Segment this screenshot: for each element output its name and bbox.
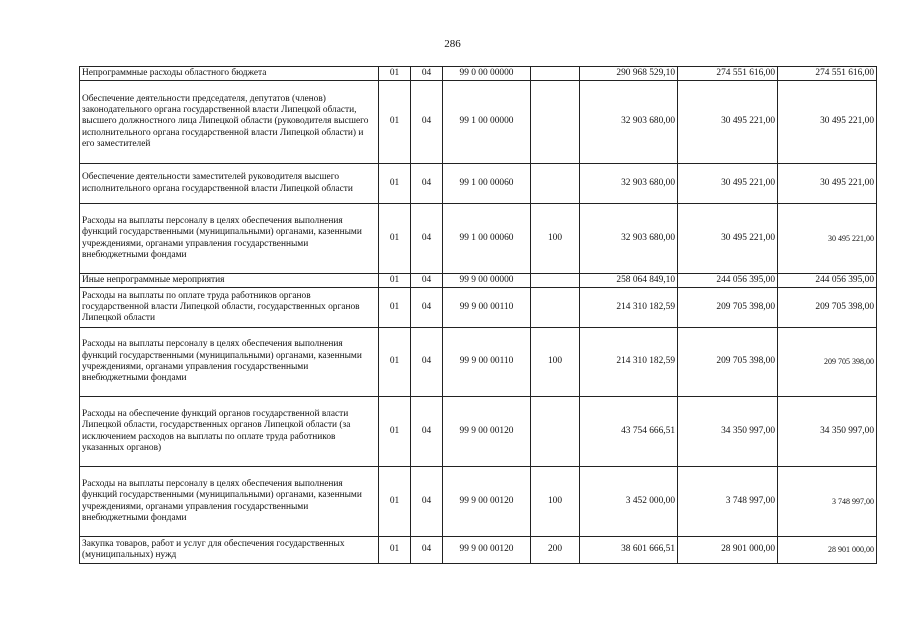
row-subsection: 04: [411, 274, 443, 288]
row-amount-3: 28 901 000,00: [778, 537, 877, 564]
row-subsection: 04: [411, 164, 443, 204]
row-subsection: 04: [411, 537, 443, 564]
row-amount-1: 214 310 182,59: [580, 328, 678, 397]
row-section: 01: [379, 467, 411, 537]
row-name: Закупка товаров, работ и услуг для обеспечения государственных (муниципальных) нужд: [80, 537, 379, 564]
row-amount-2: 244 056 395,00: [678, 274, 778, 288]
row-name: Расходы на обеспечение функций органов государственной власти Липецкой области, государственных органов Липецкой области (за исключением расходов на выплаты по оплате труда работников указанных органов): [80, 397, 379, 467]
row-section: 01: [379, 67, 411, 81]
row-amount-1: 290 968 529,10: [580, 67, 678, 81]
table-row: [80, 204, 877, 274]
row-expense-type: [531, 81, 580, 164]
row-name: Иные непрограммные мероприятия: [80, 274, 379, 288]
row-target-article: 99 9 00 00000: [443, 274, 531, 288]
row-amount-1: 214 310 182,59: [580, 288, 678, 328]
row-target-article: 99 9 00 00110: [443, 328, 531, 397]
row-expense-type: [531, 274, 580, 288]
row-amount-1: 32 903 680,00: [580, 81, 678, 164]
row-amount-3: 34 350 997,00: [778, 397, 877, 467]
row-section: 01: [379, 204, 411, 274]
table-row: [80, 328, 877, 397]
page-number: 286: [444, 38, 461, 50]
row-amount-2: 209 705 398,00: [678, 328, 778, 397]
row-amount-1: 38 601 666,51: [580, 537, 678, 564]
row-amount-1: 258 064 849,10: [580, 274, 678, 288]
row-subsection: 04: [411, 81, 443, 164]
row-subsection: 04: [411, 467, 443, 537]
row-amount-2: 30 495 221,00: [678, 204, 778, 274]
row-name: Обеспечение деятельности председателя, депутатов (членов) законодательного органа государственной власти Липецкой области, высшего должностного лица Липецкой области (руководителя высшего исполнительного органа государственной власти Липецкой области) и его заместителей: [80, 81, 379, 164]
row-amount-3: 30 495 221,00: [778, 164, 877, 204]
row-amount-2: 28 901 000,00: [678, 537, 778, 564]
row-expense-type: 100: [531, 328, 580, 397]
row-expense-type: [531, 288, 580, 328]
row-name: Расходы на выплаты персоналу в целях обеспечения выполнения функций государственными (муниципальными) органами, казенными учреждениями, органами управления государственными внебюджетными фондами: [80, 328, 379, 397]
row-target-article: 99 1 00 00060: [443, 164, 531, 204]
table-row: [80, 397, 877, 467]
table-row: [80, 274, 877, 288]
row-amount-3: 3 748 997,00: [778, 467, 877, 537]
row-amount-3: 209 705 398,00: [778, 288, 877, 328]
row-name: Обеспечение деятельности заместителей руководителя высшего исполнительного органа государственной власти Липецкой области: [80, 164, 379, 204]
row-section: 01: [379, 328, 411, 397]
row-subsection: 04: [411, 397, 443, 467]
row-amount-2: 30 495 221,00: [678, 164, 778, 204]
table-row: [80, 537, 877, 564]
row-section: 01: [379, 537, 411, 564]
row-name: Расходы на выплаты персоналу в целях обеспечения выполнения функций государственными (муниципальными) органами, казенными учреждениями, органами управления государственными внебюджетными фондами: [80, 204, 379, 274]
row-target-article: 99 9 00 00120: [443, 467, 531, 537]
row-subsection: 04: [411, 328, 443, 397]
row-expense-type: 100: [531, 467, 580, 537]
row-amount-3: 30 495 221,00: [778, 204, 877, 274]
row-amount-2: 34 350 997,00: [678, 397, 778, 467]
row-expense-type: [531, 67, 580, 81]
row-target-article: 99 9 00 00120: [443, 397, 531, 467]
row-target-article: 99 1 00 00000: [443, 81, 531, 164]
row-amount-3: 30 495 221,00: [778, 81, 877, 164]
row-amount-2: 30 495 221,00: [678, 81, 778, 164]
row-amount-1: 32 903 680,00: [580, 164, 678, 204]
row-amount-3: 244 056 395,00: [778, 274, 877, 288]
row-expense-type: [531, 164, 580, 204]
row-section: 01: [379, 81, 411, 164]
row-amount-3: 209 705 398,00: [778, 328, 877, 397]
table-row: [80, 67, 877, 81]
row-name: Расходы на выплаты персоналу в целях обеспечения выполнения функций государственными (муниципальными) органами, казенными учреждениями, органами управления государственными внебюджетными фондами: [80, 467, 379, 537]
row-target-article: 99 1 00 00060: [443, 204, 531, 274]
row-target-article: 99 0 00 00000: [443, 67, 531, 81]
row-section: 01: [379, 274, 411, 288]
row-subsection: 04: [411, 288, 443, 328]
row-name: Непрограммные расходы областного бюджета: [80, 67, 379, 81]
row-amount-1: 32 903 680,00: [580, 204, 678, 274]
row-section: 01: [379, 164, 411, 204]
row-name: Расходы на выплаты по оплате труда работников органов государственной власти Липецкой области, государственных органов Липецкой области: [80, 288, 379, 328]
row-subsection: 04: [411, 204, 443, 274]
row-amount-2: 3 748 997,00: [678, 467, 778, 537]
table-row: [80, 164, 877, 204]
row-amount-2: 209 705 398,00: [678, 288, 778, 328]
row-expense-type: 200: [531, 537, 580, 564]
row-section: 01: [379, 397, 411, 467]
table-row: [80, 81, 877, 164]
row-target-article: 99 9 00 00110: [443, 288, 531, 328]
row-section: 01: [379, 288, 411, 328]
row-subsection: 04: [411, 67, 443, 81]
table-row: [80, 288, 877, 328]
row-expense-type: 100: [531, 204, 580, 274]
row-amount-1: 3 452 000,00: [580, 467, 678, 537]
budget-table: [79, 66, 877, 564]
row-amount-3: 274 551 616,00: [778, 67, 877, 81]
row-amount-1: 43 754 666,51: [580, 397, 678, 467]
table-row: [80, 467, 877, 537]
row-target-article: 99 9 00 00120: [443, 537, 531, 564]
row-expense-type: [531, 397, 580, 467]
row-amount-2: 274 551 616,00: [678, 67, 778, 81]
